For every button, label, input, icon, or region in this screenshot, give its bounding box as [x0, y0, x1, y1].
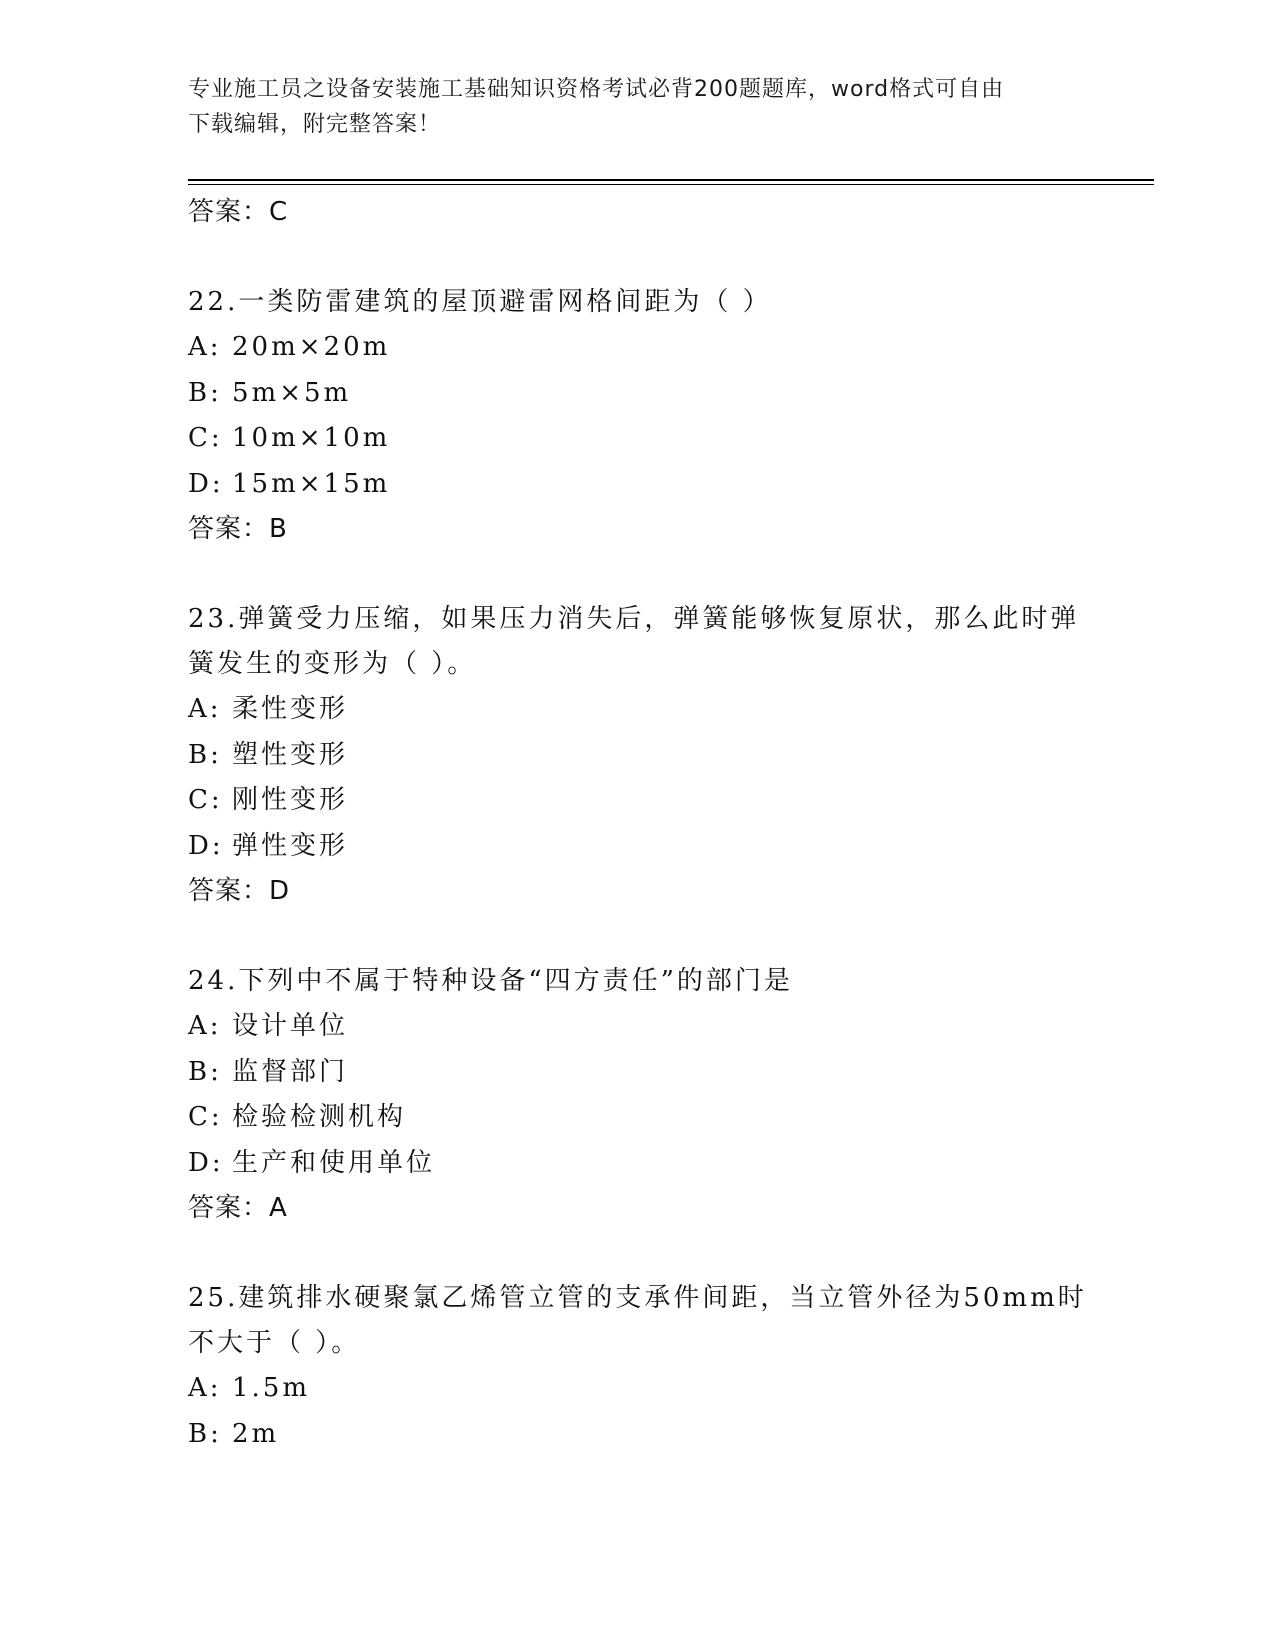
option-c [188, 1095, 1088, 1141]
option-text: 监督部门 [232, 1056, 349, 1087]
spacer [188, 234, 1088, 280]
option-text: 生产和使用单位 [232, 1147, 436, 1178]
option-d [188, 824, 1088, 870]
header-rule-thin [188, 184, 1154, 185]
option-d [188, 462, 1088, 508]
option-label: C: [188, 1102, 223, 1132]
option-label: B: [188, 377, 222, 408]
option-label: D: [188, 830, 224, 861]
question-25 [188, 1276, 1088, 1457]
header-line-2: 下载编辑，附完整答案！ [188, 112, 442, 137]
option-text: 20m×20m [232, 332, 391, 362]
answer-line: 答案：D [188, 876, 291, 906]
option-label: A: [188, 1373, 222, 1403]
option-a [188, 325, 1088, 371]
spacer [188, 1230, 1088, 1276]
question-stem-line-1: 23.弹簧受力压缩，如果压力消失后，弹簧能够恢复原状，那么此时弹 [188, 604, 1080, 634]
question-stem: 22.一类防雷建筑的屋顶避雷网格间距为（ ） [188, 287, 772, 317]
option-text: 刚性变形 [232, 785, 349, 815]
document-header [188, 72, 1088, 142]
option-text: 1.5m [232, 1373, 311, 1403]
question-stem-line-2: 簧发生的变形为（ ）。 [188, 649, 477, 679]
option-text: 5m×5m [232, 377, 352, 408]
option-label: C: [188, 785, 223, 815]
option-d [188, 1141, 1088, 1187]
answer-line: 答案：A [188, 1193, 288, 1223]
question-stem-line-2: 不大于（ ）。 [188, 1328, 361, 1358]
option-a [188, 1366, 1088, 1412]
question-24 [188, 959, 1088, 1230]
option-text: 设计单位 [232, 1011, 349, 1041]
option-b [188, 733, 1088, 779]
answer-line: 答案：B [188, 514, 288, 544]
option-a [188, 1004, 1088, 1050]
option-text: 2m [232, 1418, 280, 1449]
spacer [188, 551, 1088, 597]
option-text: 检验检测机构 [232, 1102, 407, 1132]
option-a [188, 687, 1088, 733]
option-text: 柔性变形 [232, 694, 349, 724]
question-stem: 24.下列中不属于特种设备“四方责任”的部门是 [188, 966, 793, 996]
option-c [188, 416, 1088, 462]
option-label: B: [188, 1056, 222, 1087]
option-b [188, 1050, 1088, 1096]
option-label: A: [188, 332, 222, 362]
option-label: D: [188, 468, 224, 499]
option-label: A: [188, 694, 222, 724]
option-text: 15m×15m [232, 468, 391, 499]
option-b [188, 371, 1088, 417]
question-22 [188, 280, 1088, 551]
option-label: D: [188, 1147, 224, 1178]
option-text: 弹性变形 [232, 830, 349, 861]
question-list [188, 190, 1088, 1457]
option-label: B: [188, 1418, 222, 1449]
option-label: A: [188, 1011, 222, 1041]
option-b [188, 1412, 1088, 1458]
question-23 [188, 597, 1088, 913]
option-c [188, 778, 1088, 824]
header-line-1: 专业施工员之设备安装施工基础知识资格考试必背200题题库，word格式可自由 [188, 77, 1005, 102]
spacer [188, 913, 1088, 959]
option-label: B: [188, 739, 222, 770]
previous-answer: 答案：C [188, 197, 289, 227]
question-stem-line-1: 25.建筑排水硬聚氯乙烯管立管的支承件间距，当立管外径为50mm时 [188, 1283, 1087, 1313]
option-label: C: [188, 423, 223, 453]
option-text: 10m×10m [232, 423, 391, 453]
header-rule-thick [188, 179, 1154, 181]
option-text: 塑性变形 [232, 739, 349, 770]
